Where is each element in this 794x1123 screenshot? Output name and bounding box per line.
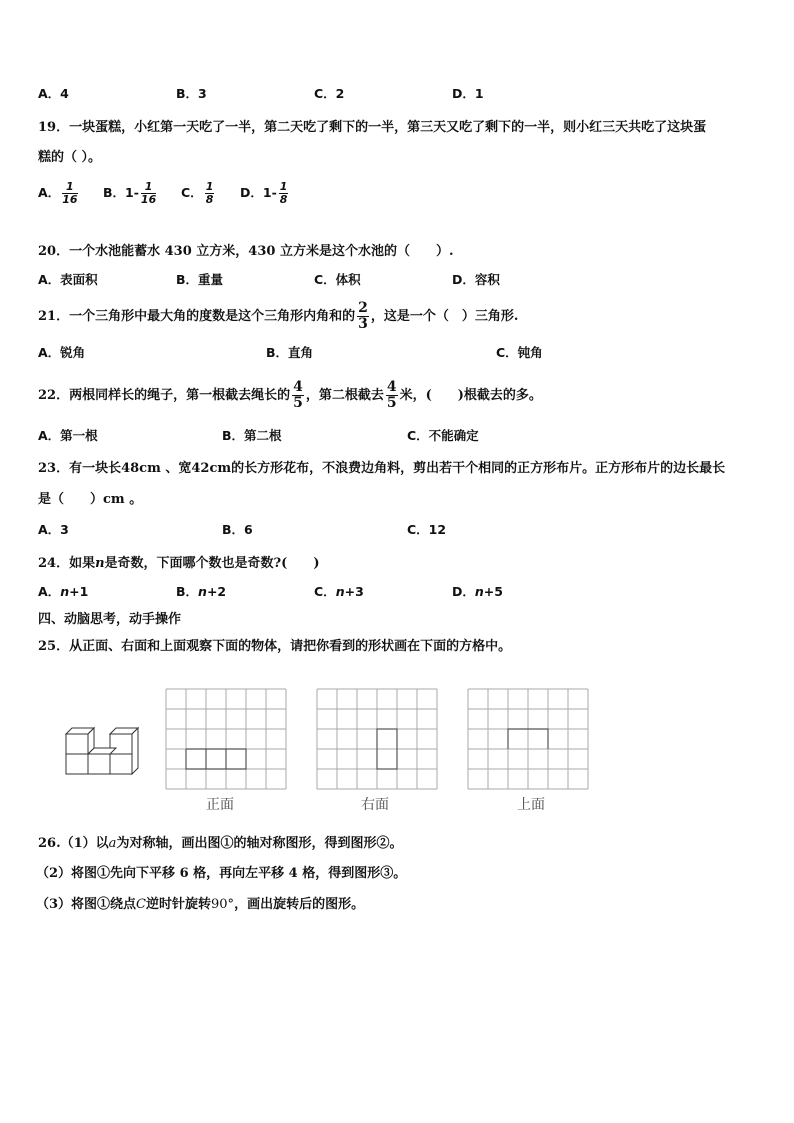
q26-part3: （3）将图①绕点C逆时针旋转90°，画出旋转后的图形。 — [36, 897, 365, 912]
q19-option-c: C． $\frac{1}{8}$ — [181, 180, 214, 206]
q21-fraction: $\frac{2}{3}$ — [358, 300, 368, 332]
q26-part2: （2）将图①先向下平移 6 格，再向左平移 4 格，得到图形③。 — [36, 866, 407, 881]
q24-option-d: D．n+5 — [452, 584, 503, 599]
q18-option-c: C．2 — [314, 86, 345, 101]
q21-stem: 21．一个三角形中最大角的度数是这个三角形内角和的 $\frac{2}{3}$ ，这是一个（ ）三角形. — [38, 300, 519, 332]
grid-top — [467, 688, 589, 790]
grid-front — [165, 688, 287, 790]
q23-stem-line2: 是（ ）cm 。 — [38, 492, 143, 507]
q19-option-d: D．1- $\frac{1}{8}$ — [240, 180, 288, 206]
q22-stem: 22．两根同样长的绳子，第一根截去绳长的 $\frac{4}{5}$ ，第二根截去 $\frac{4}{5}$ 米，( )根截去的多。 — [38, 379, 542, 411]
q24-stem: 24．如果n是奇数，下面哪个数也是奇数?( ) — [38, 556, 320, 571]
q23-option-c: C．12 — [407, 522, 447, 537]
q19-stem-line2: 糕的（ ）。 — [38, 150, 102, 165]
q19-option-a: A． $\frac{1}{16}$ — [38, 180, 78, 206]
q25-stem: 25．从正面、右面和上面观察下面的物体，请把你看到的形状画在下面的方格中。 — [38, 639, 512, 654]
q20-option-c: C．体积 — [314, 272, 361, 287]
q18-option-a: A．4 — [38, 86, 69, 101]
q23-option-b: B．6 — [222, 522, 253, 537]
q19-stem-line1: 19．一块蛋糕，小红第一天吃了一半，第二天吃了剩下的一半，第三天又吃了剩下的一半，则小红三天共吃了这块蛋 — [38, 120, 707, 135]
grid-top-label: 上面 — [517, 797, 545, 813]
grid-right — [316, 688, 438, 790]
q18-option-d: D．1 — [452, 86, 484, 101]
q19-option-b: B．1- $\frac{1}{16}$ — [103, 180, 157, 206]
q21-option-b: B．直角 — [266, 345, 314, 360]
cube-figure — [60, 724, 150, 780]
q18-option-b: B．3 — [176, 86, 207, 101]
q24-option-a: A．n+1 — [38, 584, 89, 599]
q26-part1: 26.（1）以a为对称轴，画出图①的轴对称图形，得到图形②。 — [38, 836, 403, 851]
grid-front-label: 正面 — [206, 797, 234, 813]
q20-stem: 20．一个水池能蓄水 430 立方米，430 立方米是这个水池的（ ）. — [38, 244, 454, 259]
section-heading: 四、动脑思考，动手操作 — [38, 612, 182, 627]
q23-option-a: A．3 — [38, 522, 69, 537]
q24-option-b: B．n+2 — [176, 584, 227, 599]
q20-option-a: A．表面积 — [38, 272, 98, 287]
q20-option-d: D．容积 — [452, 272, 500, 287]
q21-option-c: C．钝角 — [496, 345, 543, 360]
q22-option-c: C．不能确定 — [407, 428, 479, 443]
q24-option-c: C．n+3 — [314, 584, 364, 599]
q22-option-a: A．第一根 — [38, 428, 98, 443]
grid-right-label: 右面 — [361, 797, 389, 813]
q22-option-b: B．第二根 — [222, 428, 282, 443]
q20-option-b: B．重量 — [176, 272, 224, 287]
q21-option-a: A．锐角 — [38, 345, 86, 360]
q23-stem-line1: 23．有一块长48cm 、宽42cm的长方形花布，不浪费边角料，剪出若干个相同的正方形布片。正方形布片的边长最长 — [38, 461, 726, 476]
